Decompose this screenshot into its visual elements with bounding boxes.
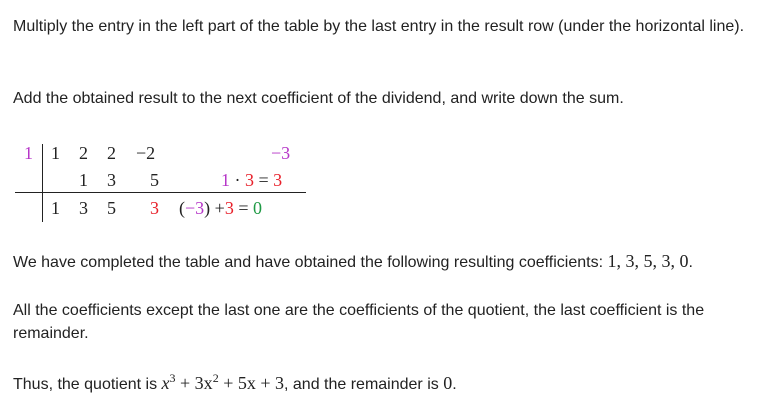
aside-bot-plus: + [214,198,225,218]
aside-mid-dot: · [234,170,241,190]
conclusion-suffix: . [452,376,457,393]
completed-prefix: We have completed the table and have obtained the following resulting coefficients: [13,254,608,271]
aside-bot-res: 0 [252,198,262,218]
aside-mid-eq: = [258,170,269,190]
explanation-text: All the coefficients except the last one are the coefficients of the quotient, the last coefficient is the remainder. [13,302,705,342]
conclusion-prefix: Thus, the quotient is [13,376,162,393]
step-add-text: Add the obtained result to the next coefficient of the dividend, and write down the sum. [13,90,624,107]
quotient-end: + 5x + 3 [218,373,284,393]
aside-bot-open: ( [179,198,185,218]
result-coef-3: 5 [107,198,116,218]
aside-mid-expression [221,168,282,192]
quotient-exp-2: 2 [212,371,219,385]
quotient-exp-3: 3 [169,371,176,385]
dividend-coef-4: −2 [136,143,156,163]
aside-mid-b: 3 [245,170,254,190]
step-multiply-text: Multiply the entry in the left part of the table by the last entry in the result row (under the horizontal line). [13,18,745,35]
result-coef-4: 3 [150,198,159,218]
dividend-coef-2: 2 [79,143,88,163]
result-coef-1: 1 [51,198,60,218]
completed-coefficients: 1, 3, 5, 3, 0 [607,251,689,271]
table-vertical-line [42,144,43,222]
aside-mid-a: 1 [221,170,230,190]
aside-bot-expression [179,196,262,220]
completed-text [13,250,758,274]
product-3: 5 [150,170,159,190]
aside-bot-close: ) [204,198,211,218]
table-horizontal-line [15,192,306,193]
conclusion-middle: , and the remainder is [284,376,444,393]
synthetic-division-table [15,140,307,226]
aside-mid-res: 3 [273,170,283,190]
dividend-coef-1: 1 [51,143,60,163]
aside-bot-a: −3 [185,198,205,218]
quotient-polynomial [162,373,284,393]
aside-top-value: −3 [271,143,291,163]
dividend-coef-3: 2 [107,143,116,163]
product-2: 3 [107,170,116,190]
remainder-value: 0 [443,373,453,393]
product-1: 1 [79,170,88,190]
divisor-value: 1 [24,143,33,163]
completed-suffix: . [688,254,693,271]
result-coef-2: 3 [79,198,88,218]
aside-bot-b: 3 [224,198,234,218]
aside-bot-eq: = [238,198,249,218]
quotient-mid: + 3x [175,373,213,393]
conclusion-text [13,372,758,396]
quotient-x: x [161,373,170,393]
